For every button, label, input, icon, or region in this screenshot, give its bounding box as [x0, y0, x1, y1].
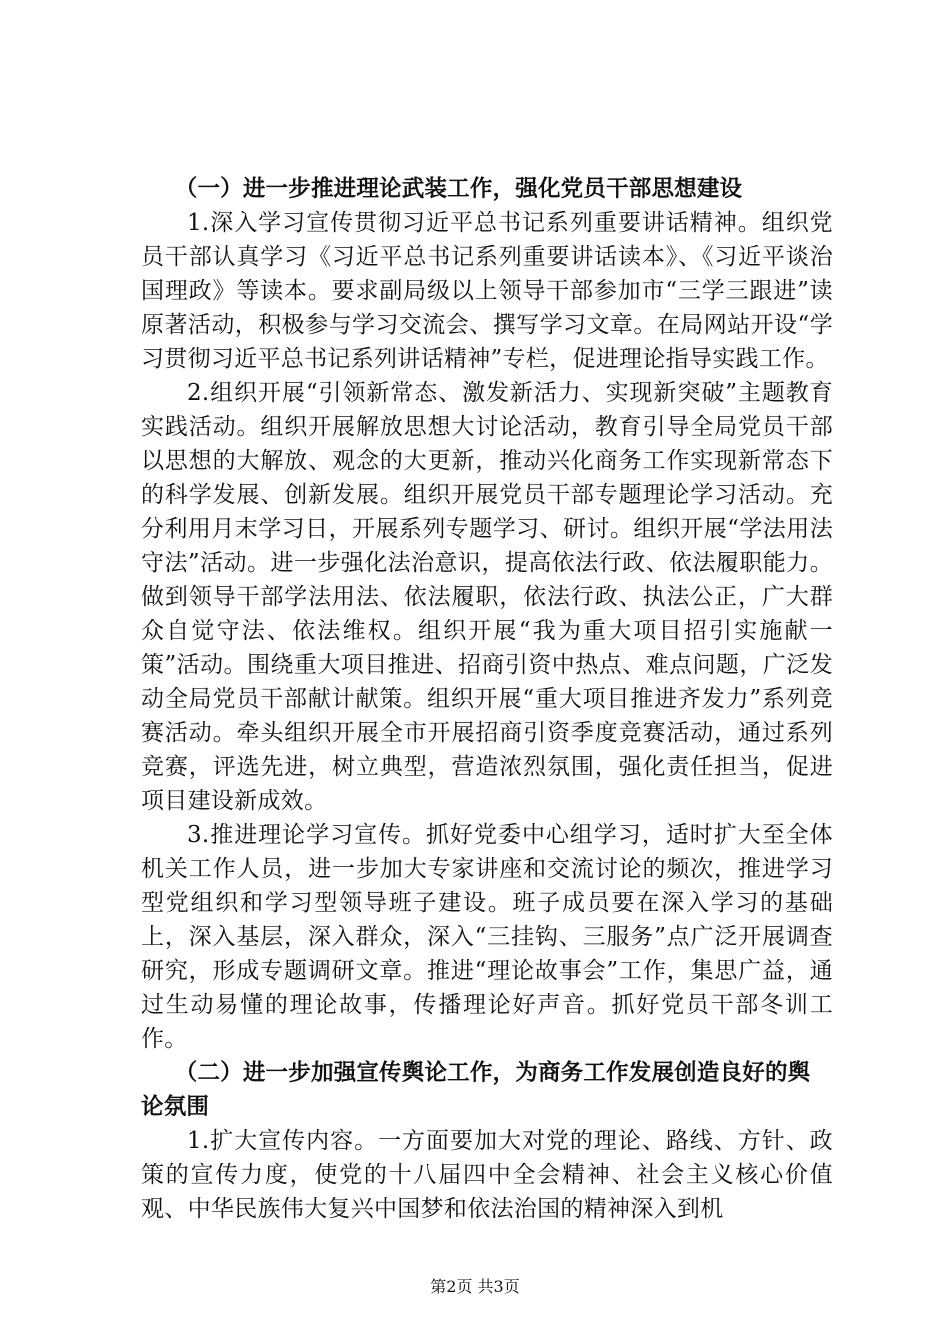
section-heading-2: （二）进一步加强宣传舆论工作，为商务工作发展创造良好的舆论氛围	[141, 1060, 811, 1120]
paragraph-1-2: 2.组织开展“引领新常态、激发新活力、实现新突破”主题教育实践活动。组织开展解放思想大讨论活动，教育引导全局党员干部以思想的大解放、观念的大更新，推动兴化商务工作实现新常态下的科学发展、创新发展。组织开展党员干部专题理论学习活动。充分利用月末学习日，开展系列专题学习、研讨。组织开展“学法用法守法”活动。进一步强化法治意识，提高依法行政、依法履职能力。做到领导干部学法用法、依法履职，依法行政、执法公正，广大群众自觉守法、依法维权。组织开展“我为重大项目招引实施献一策”活动。围绕重大项目推进、招商引资中热点、难点问题，广泛发动全局党员干部献计献策。组织开展“重大项目推进齐发力”系列竞赛活动。牵头组织开展全市开展招商引资季度竞赛活动，通过系列竞赛，评选先进，树立典型，营造浓烈氛围，强化责任担当，促进项目建设新成效。	[141, 380, 833, 814]
document-body	[141, 172, 833, 1226]
paragraph-2-1: 1.扩大宣传内容。一方面要加大对党的理论、路线、方针、政策的宣传力度，使党的十八届四中全会精神、社会主义核心价值观、中华民族伟大复兴中国梦和依法治国的精神深入到机	[141, 1128, 833, 1222]
page-footer: 第2页 共3页	[430, 1277, 520, 1296]
paragraph-1-3: 3.推进理论学习宣传。抓好党委中心组学习，适时扩大至全体机关工作人员，进一步加大专家讲座和交流讨论的频次，推进学习型党组织和学习型领导班子建设。班子成员要在深入学习的基础上，深入基层，深入群众，深入“三挂钩、三服务”点广泛开展调查研究，形成专题调研文章。推进“理论故事会”工作，集思广益，通过生动易懂的理论故事，传播理论好声音。抓好党员干部冬训工作。	[141, 822, 833, 1052]
section-heading-1: （一）进一步推进理论武装工作，强化党员干部思想建设	[174, 176, 743, 202]
paragraph-1-1: 1.深入学习宣传贯彻习近平总书记系列重要讲话精神。组织党员干部认真学习《习近平总书记系列重要讲话读本》、《习近平谈治国理政》等读本。要求副局级以上领导干部参加市“三学三跟进”读原著活动，积极参与学习交流会、撰写学习文章。在局网站开设“学习贯彻习近平总书记系列讲话精神”专栏，促进理论指导实践工作。	[141, 210, 833, 372]
